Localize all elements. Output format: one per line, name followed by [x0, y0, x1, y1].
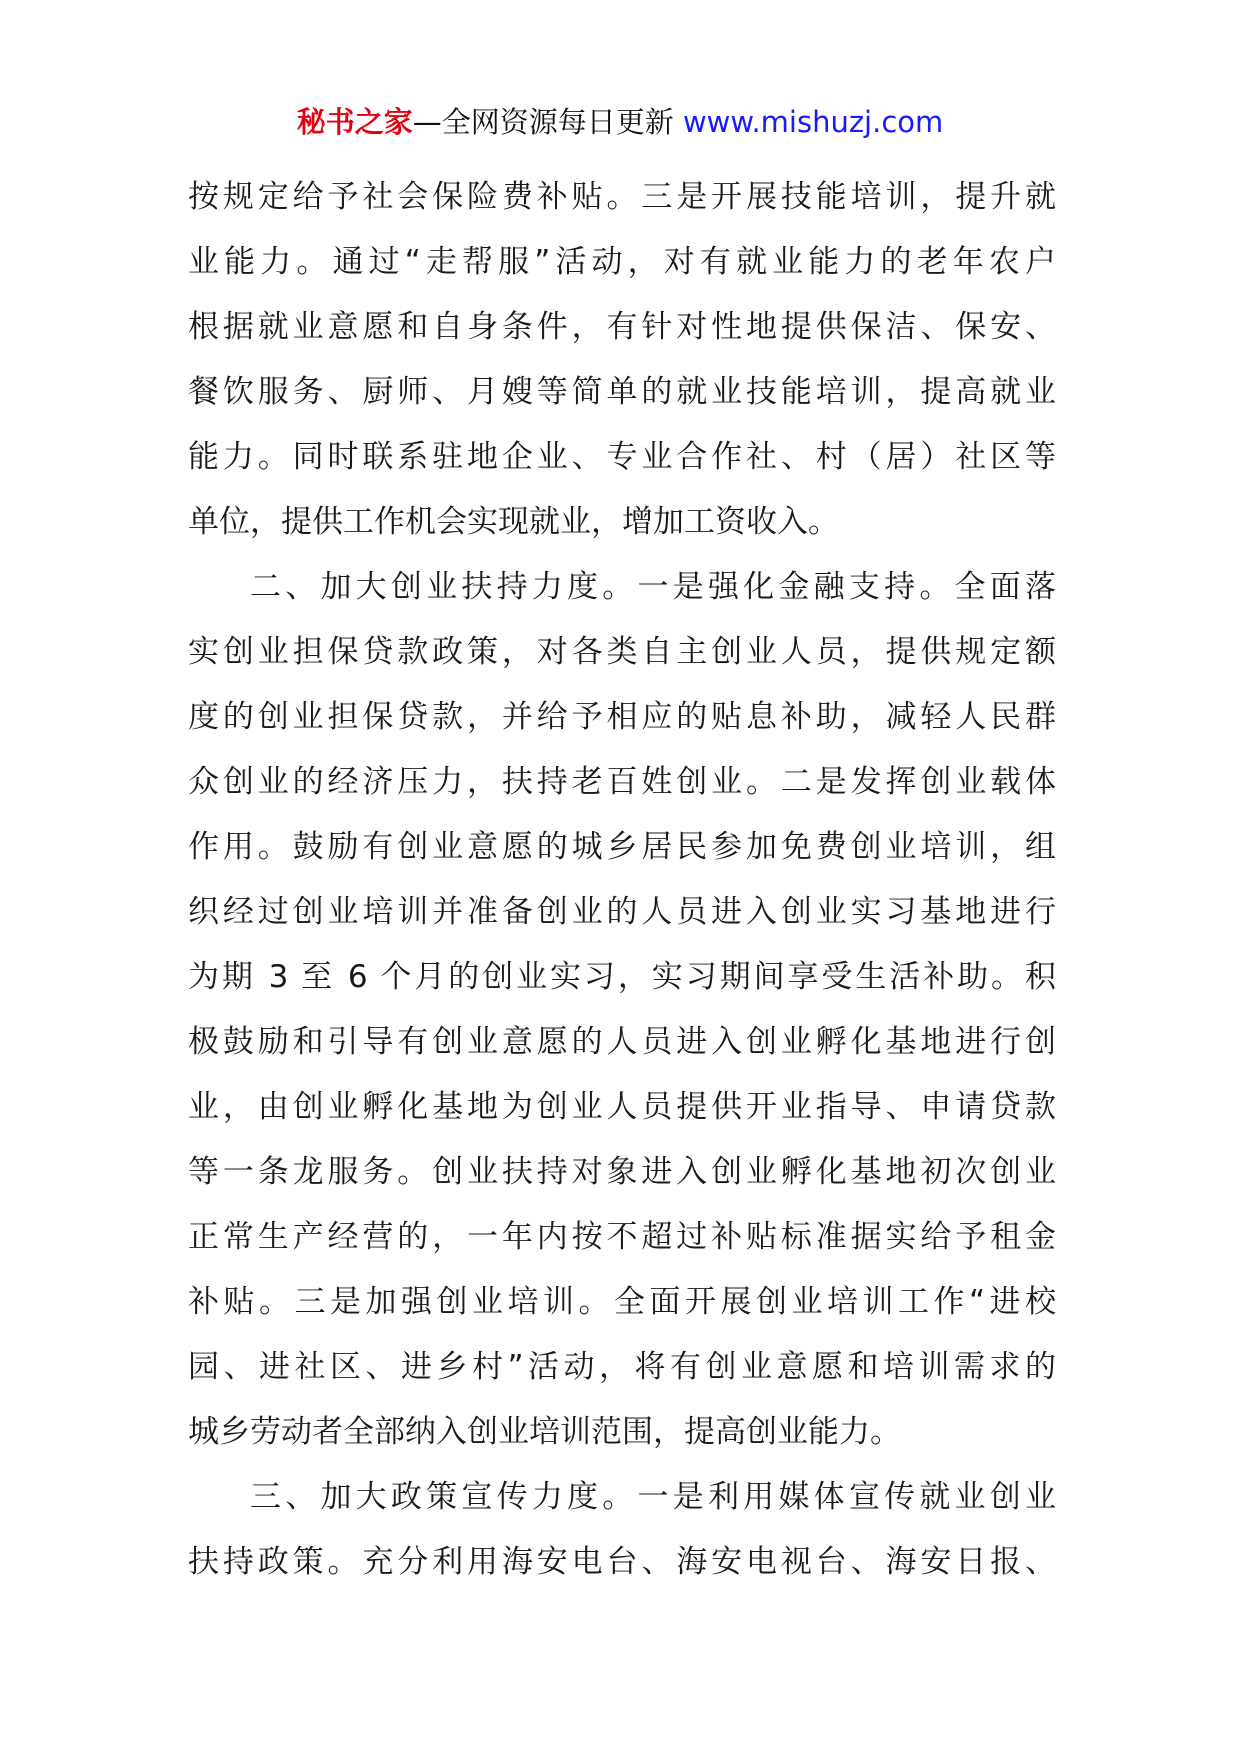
text-line: 为期 3 至 6 个月的创业实习，实习期间享受生活补助。积	[188, 959, 1056, 995]
text-line: 等一条龙服务。创业扶持对象进入创业孵化基地初次创业	[188, 1154, 1056, 1190]
text-line: 补贴。三是加强创业培训。全面开展创业培训工作“进校	[188, 1284, 1056, 1320]
paragraph-end-line: 单位，提供工作机会实现就业，增加工资收入。	[188, 504, 839, 540]
paragraph-start-line: 二、加大创业扶持力度。一是强化金融支持。全面落	[250, 569, 1056, 605]
text-line: 织经过创业培训并准备创业的人员进入创业实习基地进行	[188, 894, 1056, 930]
site-tagline: —全网资源每日更新	[412, 105, 674, 139]
text-line: 极鼓励和引导有创业意愿的人员进入创业孵化基地进行创	[188, 1024, 1056, 1060]
text-line: 根据就业意愿和自身条件，有针对性地提供保洁、保安、	[188, 309, 1056, 345]
text-line: 业能力。通过“走帮服”活动，对有就业能力的老年农户	[188, 244, 1056, 280]
text-line: 餐饮服务、厨师、月嫂等简单的就业技能培训，提高就业	[188, 374, 1056, 410]
document-body	[188, 165, 1056, 1595]
site-header	[0, 100, 1240, 144]
text-line: 业，由创业孵化基地为创业人员提供开业指导、申请贷款	[188, 1089, 1056, 1125]
site-url-link[interactable]: www.mishuzj.com	[682, 105, 944, 139]
paragraph-start-line: 三、加大政策宣传力度。一是利用媒体宣传就业创业	[250, 1479, 1056, 1515]
text-line: 园、进社区、进乡村”活动，将有创业意愿和培训需求的	[188, 1349, 1056, 1385]
site-brand: 秘书之家	[296, 105, 413, 139]
text-line: 众创业的经济压力，扶持老百姓创业。二是发挥创业载体	[188, 764, 1056, 800]
paragraph-end-line: 城乡劳动者全部纳入创业培训范围，提高创业能力。	[188, 1414, 901, 1450]
text-line: 正常生产经营的，一年内按不超过补贴标准据实给予租金	[188, 1219, 1056, 1255]
text-line: 按规定给予社会保险费补贴。三是开展技能培训，提升就	[188, 179, 1056, 215]
text-line: 实创业担保贷款政策，对各类自主创业人员，提供规定额	[188, 634, 1056, 670]
text-line: 扶持政策。充分利用海安电台、海安电视台、海安日报、	[188, 1544, 1056, 1580]
text-line: 度的创业担保贷款，并给予相应的贴息补助，减轻人民群	[188, 699, 1056, 735]
text-line: 作用。鼓励有创业意愿的城乡居民参加免费创业培训，组	[188, 829, 1056, 865]
text-line: 能力。同时联系驻地企业、专业合作社、村（居）社区等	[188, 439, 1056, 475]
